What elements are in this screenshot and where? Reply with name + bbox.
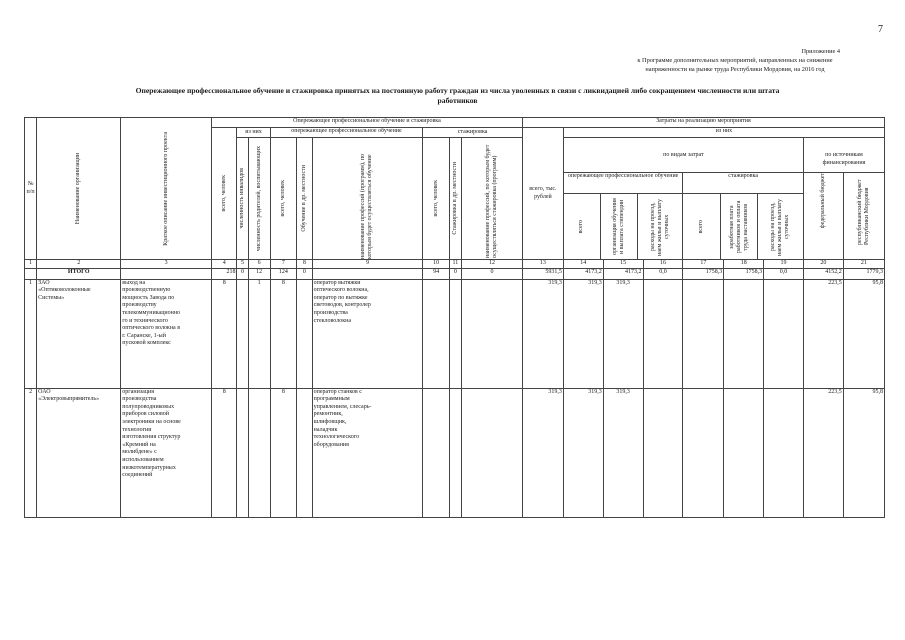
- column-number-row: [25, 260, 885, 269]
- row-cell: 95,8: [843, 279, 884, 388]
- total-cell: 4152,2: [803, 268, 843, 279]
- total-cell: 0: [462, 268, 523, 279]
- row-cell: [462, 388, 523, 517]
- header-costs-of-them: из них: [563, 128, 884, 138]
- total-label: ИТОГО: [37, 268, 121, 279]
- header-project: Краткое описание инвестиционного проекта: [121, 118, 212, 260]
- total-cell: 12: [248, 268, 270, 279]
- row-cell: 8: [270, 388, 297, 517]
- header-other-locality: Обучение в др. местности: [297, 138, 312, 260]
- total-cell: 4173,2: [563, 268, 603, 279]
- row-cell: [462, 279, 523, 388]
- col-num: 6: [248, 260, 270, 269]
- header-parents: численность родителей, воспитывающих: [248, 138, 270, 260]
- row-professions: оператор вытяжки оптического волокна, оператор по вытяжке световодов, контролер производства стекловолокна: [312, 279, 423, 388]
- row-cell: [764, 279, 804, 388]
- header-c-wages: заработная плата работников и оплата труда наставников: [721, 194, 758, 259]
- col-num: 19: [764, 260, 804, 269]
- row-cell: 319,3: [563, 388, 603, 517]
- row-cell: 1: [248, 279, 270, 388]
- total-cell: 0,0: [643, 268, 683, 279]
- row-cell: 8: [212, 388, 237, 517]
- total-project: [121, 268, 212, 279]
- header-intern-other-locality: Стажировка в др. местности: [449, 138, 461, 260]
- row-cell: [764, 388, 804, 517]
- appendix-line-2: к Программе дополнительных мероприятий, направленных на снижение: [637, 57, 833, 64]
- document-title: [40, 86, 875, 105]
- page-number: 7: [878, 24, 883, 35]
- header-costs-total: всего, тыс. рублей: [522, 128, 563, 260]
- total-cell: 0: [237, 268, 248, 279]
- header-c-org-stipend: организация обучения и выплата стипендии: [601, 194, 638, 259]
- header-profession-names: наименование профессий (программ), по которым будет осуществляться обучение: [312, 138, 423, 260]
- row-cell: [423, 279, 450, 388]
- total-cell: 0: [449, 268, 461, 279]
- row-num: 1: [25, 279, 37, 388]
- row-cell: [297, 279, 312, 388]
- row-num: 2: [25, 388, 37, 517]
- header-num: № п/п: [25, 118, 37, 260]
- header-by-cost-type: по видам затрат: [563, 138, 803, 173]
- appendix-line-3: напряженности на рынке труда Республики Мордовия, на 2016 год: [645, 66, 825, 73]
- row-org: ОАО «Электровыпрямитель»: [37, 388, 121, 517]
- col-num: 14: [563, 260, 603, 269]
- col-num: 10: [423, 260, 450, 269]
- header-cost-internship: стажировка: [683, 173, 803, 194]
- col-num: 4: [212, 260, 237, 269]
- header-of-them: из них: [237, 128, 270, 138]
- total-cell: 0: [297, 268, 312, 279]
- title-line-1: Опережающее профессиональное обучение и стажировка принятых на постоянную работу граждан из числа уволенных в связи с ликвидацией либо сокращением численности или штата: [135, 86, 780, 95]
- row-cell: [724, 279, 764, 388]
- header-invalids: численность инвалидов: [237, 138, 248, 260]
- col-num: 17: [683, 260, 724, 269]
- col-num: 20: [803, 260, 843, 269]
- header-c-total2: всего: [683, 194, 721, 259]
- header-f-republic: республиканский бюджет Республики Мордовия: [843, 173, 884, 260]
- col-num: 5: [237, 260, 248, 269]
- row-cell: [683, 279, 724, 388]
- total-row: [25, 268, 885, 279]
- col-num: 8: [297, 260, 312, 269]
- total-cell: 1758,3: [683, 268, 724, 279]
- title-line-2: работников: [437, 95, 478, 105]
- row-cell: [297, 388, 312, 517]
- col-num: 7: [270, 260, 297, 269]
- col-num: 9: [312, 260, 423, 269]
- header-intern-total: всего, человек: [423, 138, 450, 260]
- header-f-federal: федеральный бюджет: [803, 173, 843, 260]
- row-cell: 319,3: [603, 388, 643, 517]
- appendix-note: [600, 47, 870, 74]
- row-cell: [643, 388, 683, 517]
- row-cell: [237, 388, 248, 517]
- row-project: организация производства полупроводниковых приборов силовой электроники на основе технологии изготовления структур «Кремний на молибдене» с использованием низкотемпературных соединений: [121, 388, 212, 517]
- row-cell: 223,5: [803, 388, 843, 517]
- row-professions: оператор станков с программным управлением, слесарь- ремонтник, шлифовщик, наладчик технологического оборудования: [312, 388, 423, 517]
- col-num: 11: [449, 260, 461, 269]
- row-cell: 95,8: [843, 388, 884, 517]
- header-c-travel: расходы на проезд, наем жилья и выплату суточных: [649, 198, 670, 256]
- row-project: выход на производственную мощность Завода по производству телекоммуникационно го и технического оптического волокна в г. Саранске, 1-ый пусковой комплекс: [121, 279, 212, 388]
- total-cell: 5931,5: [522, 268, 563, 279]
- header-internship: стажировка: [423, 128, 523, 138]
- programme-table: [24, 117, 885, 518]
- header-c-total: всего: [564, 194, 601, 259]
- total-cell: 4173,2: [603, 268, 643, 279]
- col-num: 12: [462, 260, 523, 269]
- total-cell: 1779,3: [843, 268, 884, 279]
- table-row: [25, 388, 885, 517]
- col-num: 13: [522, 260, 563, 269]
- header-cost-adv-training-block: [563, 173, 682, 260]
- appendix-line-1: Приложение 4: [801, 48, 840, 55]
- col-num: 16: [643, 260, 683, 269]
- header-total-people: всего, человек: [212, 128, 237, 260]
- header-org-name: Наименование организации: [37, 118, 121, 260]
- row-cell: 223,5: [803, 279, 843, 388]
- row-cell: 8: [212, 279, 237, 388]
- row-cell: [643, 279, 683, 388]
- row-cell: [449, 279, 461, 388]
- row-cell: 319,3: [603, 279, 643, 388]
- col-num: 21: [843, 260, 884, 269]
- total-cell: 94: [423, 268, 450, 279]
- row-cell: [683, 388, 724, 517]
- header-group-training: Опережающее профессиональное обучение и стажировка: [212, 118, 523, 128]
- header-training-total: всего, человек: [270, 138, 297, 260]
- total-cell: 124: [270, 268, 297, 279]
- col-num: 3: [121, 260, 212, 269]
- header-cost-internship-block: [683, 173, 804, 260]
- header-group-costs: Затраты на реализацию мероприятия: [522, 118, 884, 128]
- header-cost-adv-training: опережающее профессиональное обучение: [564, 173, 682, 194]
- row-cell: [248, 388, 270, 517]
- col-num: 15: [603, 260, 643, 269]
- header-adv-training: опережающее профессиональное обучение: [270, 128, 423, 138]
- row-cell: 319,3: [522, 388, 563, 517]
- total-cell: 218: [212, 268, 237, 279]
- row-cell: [423, 388, 450, 517]
- col-num: 1: [25, 260, 37, 269]
- row-cell: [237, 279, 248, 388]
- col-num: 2: [37, 260, 121, 269]
- header-by-funding: по источникам финансирования: [803, 138, 884, 173]
- header-c-travel2: расходы на проезд, наем жилья и выплату суточных: [770, 198, 791, 256]
- total-cell: 1758,3: [724, 268, 764, 279]
- row-cell: [724, 388, 764, 517]
- header-intern-profession-names: наименование профессий, по которым будет осуществляться стажировка (программ): [462, 138, 523, 260]
- row-cell: 8: [270, 279, 297, 388]
- total-cell: [312, 268, 423, 279]
- row-cell: 319,3: [522, 279, 563, 388]
- total-num: [25, 268, 37, 279]
- col-num: 18: [724, 260, 764, 269]
- table-row: [25, 279, 885, 388]
- total-cell: 0,0: [764, 268, 804, 279]
- row-cell: [449, 388, 461, 517]
- row-cell: 319,3: [563, 279, 603, 388]
- row-org: ЗАО «Оптиковолоконные Системы»: [37, 279, 121, 388]
